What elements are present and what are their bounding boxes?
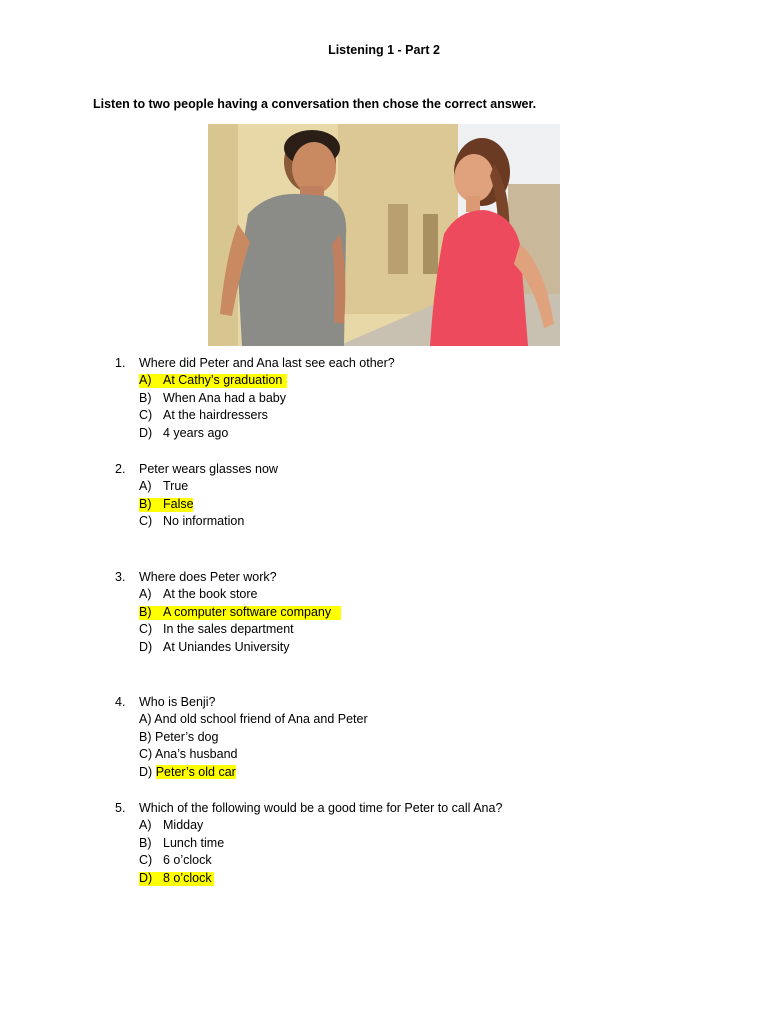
answer-option <box>0 478 768 496</box>
question-number: 3. <box>115 570 126 584</box>
answer-option <box>0 746 768 764</box>
option-text: Peter’s dog <box>154 729 219 744</box>
answer-option <box>0 835 768 853</box>
question-3 <box>0 568 768 657</box>
option-letter: A) <box>139 587 152 601</box>
option-letter: B) <box>139 496 152 511</box>
option-text: A computer software company <box>163 604 332 619</box>
instruction-text: Listen to two people having a conversation then chose the correct answer. <box>93 97 537 111</box>
answer-option <box>0 817 768 835</box>
question-text: Where did Peter and Ana last see each other? <box>139 356 395 370</box>
option-text: False <box>163 496 194 511</box>
option-text: Peter’s old car <box>155 765 236 780</box>
option-letter: B) <box>139 604 152 619</box>
option-letter: B) <box>139 729 152 744</box>
option-text: At the hairdressers <box>163 408 268 423</box>
question-2 <box>0 460 768 531</box>
option-text: At the book store <box>163 587 258 601</box>
answer-option <box>0 586 768 604</box>
option-text: True <box>163 479 189 493</box>
question-text: Who is Benji? <box>139 695 216 709</box>
option-text: Ana’s husband <box>155 747 238 762</box>
page-title: Listening 1 - Part 2 <box>328 43 440 57</box>
answer-option <box>0 870 768 888</box>
option-text: At Uniandes University <box>163 640 290 655</box>
answer-option <box>0 729 768 747</box>
answer-option <box>0 407 768 425</box>
answer-option <box>0 372 768 390</box>
option-letter: B) <box>139 390 152 405</box>
conversation-photo <box>208 124 560 346</box>
question-number: 5. <box>115 801 126 815</box>
answer-option <box>0 639 768 657</box>
option-text: No information <box>163 514 245 529</box>
answer-option <box>0 764 768 782</box>
question-number: 4. <box>115 695 126 709</box>
answer-option <box>0 513 768 531</box>
option-text: Midday <box>163 818 204 832</box>
answer-option <box>0 604 768 622</box>
question-number: 1. <box>115 356 126 370</box>
option-text: 4 years ago <box>163 426 229 441</box>
option-letter: B) <box>139 835 152 850</box>
answer-option <box>0 496 768 514</box>
option-letter: D) <box>139 640 153 655</box>
option-text: 8 o’clock <box>163 871 212 886</box>
option-text: In the sales department <box>163 622 294 637</box>
question-4 <box>0 693 768 782</box>
question-text: Peter wears glasses now <box>139 462 278 476</box>
option-letter: D) <box>139 871 153 886</box>
option-letter: A) <box>139 373 152 387</box>
question-text: Where does Peter work? <box>139 570 277 584</box>
option-text: 6 o’clock <box>163 853 212 868</box>
option-letter: A) <box>139 479 152 493</box>
option-text: Lunch time <box>163 835 225 850</box>
option-text: At Cathy’s graduation <box>163 373 283 387</box>
answer-option <box>0 852 768 870</box>
answer-option <box>0 621 768 639</box>
answer-option <box>0 390 768 408</box>
answer-option <box>0 711 768 729</box>
question-number: 2. <box>115 462 126 476</box>
answer-option <box>0 425 768 443</box>
option-letter: A) <box>139 712 152 726</box>
question-text: Which of the following would be a good time for Peter to call Ana? <box>139 801 503 815</box>
option-letter: C) <box>139 408 153 423</box>
option-letter: D) <box>139 765 153 780</box>
option-letter: A) <box>139 818 152 832</box>
option-letter: D) <box>139 426 153 441</box>
option-letter: C) <box>139 622 153 637</box>
option-letter: C) <box>139 514 153 529</box>
question-1 <box>0 354 768 443</box>
option-letter: C) <box>139 853 153 868</box>
question-5 <box>0 799 768 888</box>
option-text: When Ana had a baby <box>163 390 287 405</box>
option-text: And old school friend of Ana and Peter <box>154 712 368 726</box>
option-letter: C) <box>139 747 153 762</box>
